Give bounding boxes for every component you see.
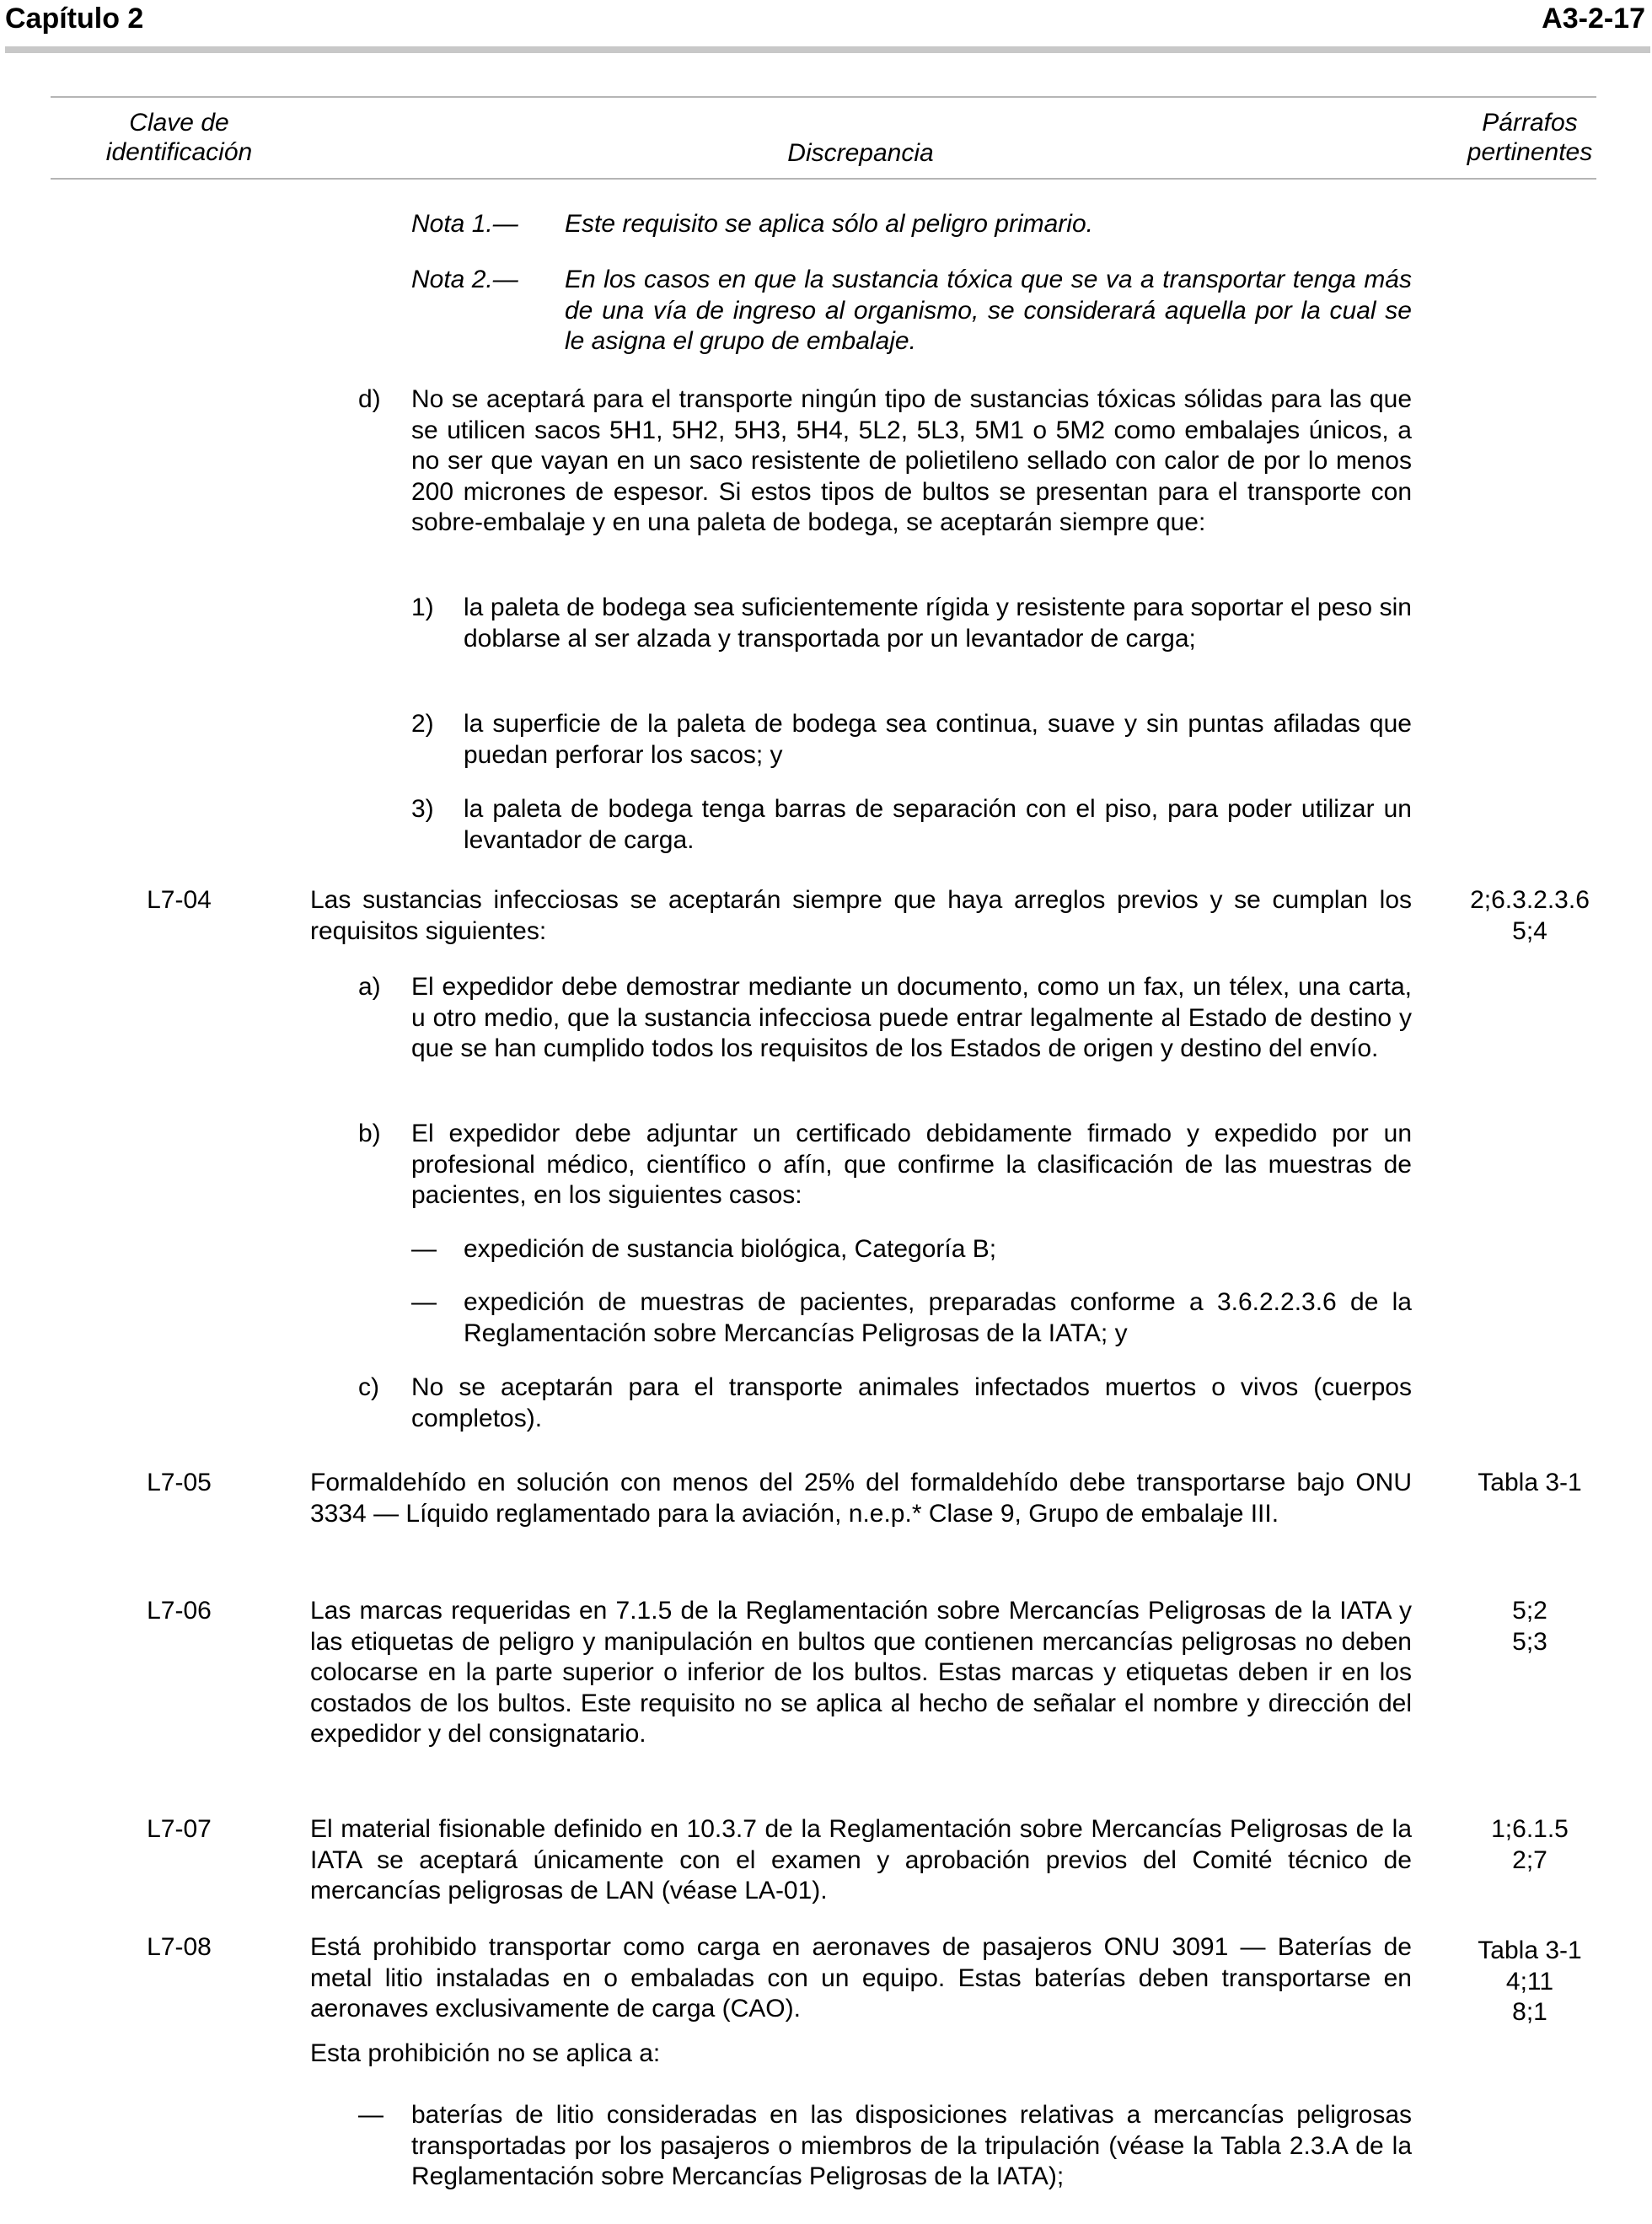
row-key-l7-05: L7-05 — [147, 1469, 212, 1496]
l7-04-dash2-text: expedición de muestras de pacientes, preparadas conforme a 3.6.2.2.3.6 de la Reglamentación sobre Mercancías Peligrosas de la IATA; y — [464, 1288, 1412, 1347]
column-header-discrepancy: Discrepancia — [787, 139, 934, 167]
l7-04-item-c-label: c) — [358, 1373, 379, 1401]
ref-line: 2;6.3.2.3.6 — [1470, 886, 1590, 914]
l7-04-item-c-text: No se aceptarán para el transporte animales infectados muertos o vivos (cuerpos completos). — [411, 1373, 1412, 1432]
ref-line: 1;6.1.5 — [1491, 1815, 1569, 1843]
note2-text: En los casos en que la sustancia tóxica que se va a transportar tenga más de una vía de ingreso al organismo, se considerará aquella por la cual se le asigna el grupo de embalaje. — [565, 266, 1412, 355]
note1-label: Nota 1.— — [411, 210, 518, 238]
column-header-references — [1424, 108, 1635, 167]
row-text-l7-07: El material fisionable definido en 10.3.7 de la Reglamentación sobre Mercancías Peligrosas de la IATA se aceptará únicamente con el examen y aprobación previos del Comité técnico de mercancías peligrosas de LAN (véase LA-01). — [310, 1815, 1412, 1904]
item-d-sub2-text: la superficie de la paleta de bodega sea continua, suave y sin puntas afiladas que puedan perforar los sacos; y — [464, 710, 1412, 769]
column-header-refs-line2: pertinentes — [1467, 138, 1593, 166]
column-header-key-line2: identificación — [105, 138, 253, 166]
l7-04-item-a-label: a) — [358, 973, 381, 1001]
row-text-l7-06: Las marcas requeridas en 7.1.5 de la Reglamentación sobre Mercancías Peligrosas de la IATA y las etiquetas de peligro y manipulación en bultos que contienen mercancías peligrosas no deben colocarse en la parte superior o inferior de los bultos. Estas marcas y etiquetas deben ir en los costados de los bultos. Este requisito no se aplica al hecho de señalar el nombre y dirección del expedidor y del consignatario. — [310, 1597, 1412, 1748]
row-refs-l7-07 — [1424, 1814, 1635, 1876]
row-text2-l7-08: Esta prohibición no se aplica a: — [310, 2039, 661, 2067]
l7-08-dash1-text: baterías de litio consideradas en las disposiciones relativas a mercancías peligrosas transportadas por los pasajeros o miembros de la tripulación (véase la Tabla 2.3.A de la Reglamentación sobre Mercancías Peligrosas de la IATA); — [411, 2101, 1412, 2190]
row-text-l7-05: Formaldehído en solución con menos del 25% del formaldehído debe transportarse bajo ONU 3334 — Líquido reglamentado para la aviación, n.e.p.* Clase 9, Grupo de embalaje III. — [310, 1469, 1412, 1528]
column-header-key — [51, 108, 308, 167]
item-d-sub3-text: la paleta de bodega tenga barras de separación con el piso, para poder utilizar un levantador de carga. — [464, 795, 1412, 854]
row-refs-l7-06 — [1424, 1596, 1635, 1657]
row-key-l7-07: L7-07 — [147, 1815, 212, 1843]
ref-line: Tabla 3-1 — [1478, 1469, 1582, 1496]
ref-line: 4;11 — [1505, 1967, 1554, 1996]
ref-line: 2;7 — [1512, 1845, 1547, 1874]
row-refs-l7-05 — [1424, 1468, 1635, 1499]
row-key-l7-06: L7-06 — [147, 1597, 212, 1625]
row-refs-l7-08 — [1424, 1936, 1635, 2028]
item-d-sub1-text: la paleta de bodega sea suficientemente rígida y resistente para soportar el peso sin doblarse al ser alzada y transportada por un levantador de carga; — [464, 594, 1412, 653]
table-header-rule — [51, 178, 1596, 180]
ref-line: 5;4 — [1512, 916, 1547, 945]
item-d-sub3-label: 3) — [411, 795, 434, 823]
l7-08-dash1-label: — — [358, 2101, 384, 2129]
note1-text: Este requisito se aplica sólo al peligro primario. — [565, 210, 1093, 238]
column-header-key-line1: Clave de — [129, 109, 229, 137]
ref-line: Tabla 3-1 — [1478, 1937, 1582, 1964]
item-d-label: d) — [358, 385, 381, 413]
item-d-text: No se aceptará para el transporte ningún tipo de sustancias tóxicas sólidas para las que se utilicen sacos 5H1, 5H2, 5H3, 5H4, 5L2, 5L3, 5M1 o 5M2 como embalajes únicos, a no ser que vayan en un saco resistente de polietileno sellado con calor de por lo menos 200 micrones de espesor. Si estos tipos de bultos se presentan para el transporte con sobre-embalaje y en una paleta de bodega, se aceptarán siempre que: — [411, 385, 1412, 536]
l7-04-dash1-label: — — [411, 1235, 437, 1263]
l7-04-dash2-label: — — [411, 1288, 437, 1316]
page-reference: A3-2-17 — [1542, 3, 1645, 35]
row-refs-l7-04 — [1424, 885, 1635, 947]
l7-04-dash1-text: expedición de sustancia biológica, Categoría B; — [464, 1235, 997, 1263]
table-top-rule — [51, 96, 1596, 98]
row-key-l7-04: L7-04 — [147, 886, 212, 914]
item-d-sub2-label: 2) — [411, 710, 434, 738]
header-rule — [5, 46, 1650, 53]
row-text-l7-04: Las sustancias infecciosas se aceptarán siempre que haya arreglos previos y se cumplan los requisitos siguientes: — [310, 886, 1412, 945]
row-text-l7-08: Está prohibido transportar como carga en aeronaves de pasajeros ONU 3091 — Baterías de metal litio instaladas en o embaladas con un equipo. Estas baterías deben transportarse en aeronaves exclusivamente de carga (CAO). — [310, 1933, 1412, 2023]
page-header — [0, 0, 1652, 54]
chapter-title: Capítulo 2 — [5, 3, 144, 35]
l7-04-item-a-text: El expedidor debe demostrar mediante un documento, como un fax, un télex, una carta, u otro medio, que la sustancia infecciosa puede entrar legalmente al Estado de destino y que se han cumplido todos los requisitos de los Estados de origen y destino del envío. — [411, 973, 1412, 1062]
item-d-sub1-label: 1) — [411, 594, 434, 621]
ref-line: 5;3 — [1512, 1627, 1547, 1656]
ref-line: 8;1 — [1512, 1998, 1547, 2026]
column-header-refs-line1: Párrafos — [1482, 109, 1578, 137]
note2-label: Nota 2.— — [411, 266, 518, 293]
row-key-l7-08: L7-08 — [147, 1933, 212, 1961]
l7-04-item-b-label: b) — [358, 1120, 381, 1147]
ref-line: 5;2 — [1512, 1597, 1547, 1625]
l7-04-item-b-text: El expedidor debe adjuntar un certificado debidamente firmado y expedido por un profesional médico, científico o afín, que confirme la clasificación de las muestras de pacientes, en los siguientes casos: — [411, 1120, 1412, 1209]
